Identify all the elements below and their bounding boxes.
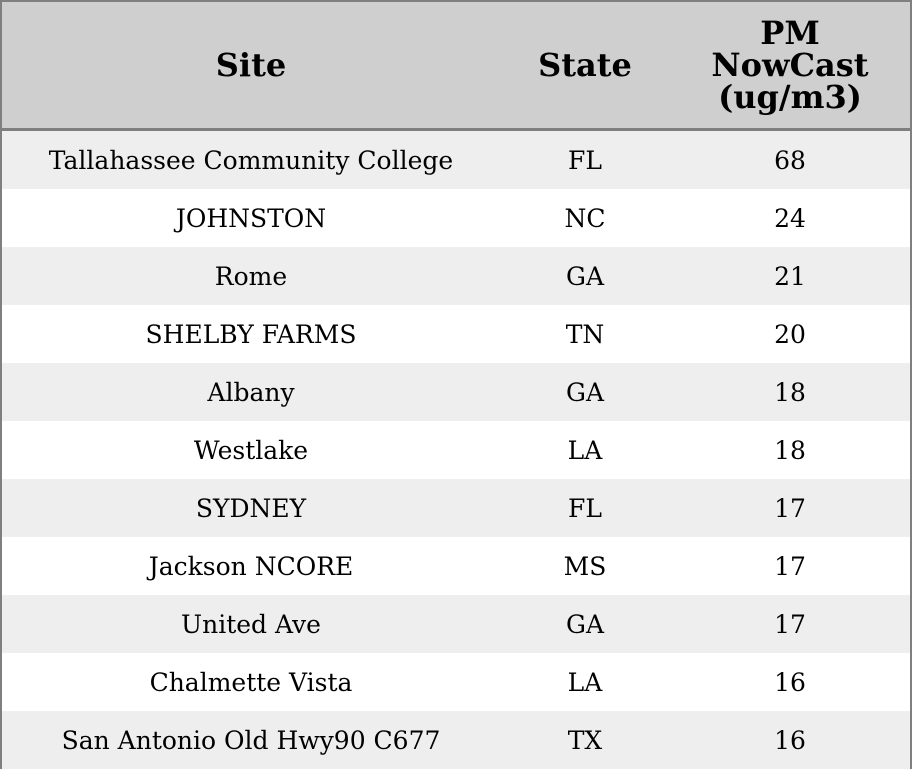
cell-site: Tallahassee Community College xyxy=(2,130,500,190)
cell-pm-value: 17 xyxy=(670,595,910,653)
table-row xyxy=(2,247,910,305)
table-row xyxy=(2,421,910,479)
cell-state: FL xyxy=(500,479,670,537)
cell-pm-value: 20 xyxy=(670,305,910,363)
cell-site: Westlake xyxy=(2,421,500,479)
header-row xyxy=(2,2,910,130)
cell-state: NC xyxy=(500,189,670,247)
cell-pm-value: 18 xyxy=(670,421,910,479)
cell-state: LA xyxy=(500,653,670,711)
cell-pm-value: 17 xyxy=(670,537,910,595)
table-row xyxy=(2,305,910,363)
cell-pm-value: 16 xyxy=(670,653,910,711)
header-pm-line-3: (ug/m3) xyxy=(718,78,862,116)
cell-pm-value: 68 xyxy=(670,130,910,190)
header-state xyxy=(500,2,670,130)
cell-state: LA xyxy=(500,421,670,479)
pm-nowcast-table xyxy=(2,2,910,769)
cell-site: United Ave xyxy=(2,595,500,653)
table-row xyxy=(2,711,910,769)
header-pm-line-1: PM xyxy=(760,14,820,52)
cell-state: MS xyxy=(500,537,670,595)
cell-site: Chalmette Vista xyxy=(2,653,500,711)
cell-site: SHELBY FARMS xyxy=(2,305,500,363)
cell-site: San Antonio Old Hwy90 C677 xyxy=(2,711,500,769)
cell-site: SYDNEY xyxy=(2,479,500,537)
cell-site: Rome xyxy=(2,247,500,305)
header-pm-line-2: NowCast xyxy=(711,46,869,84)
header-site-label: Site xyxy=(215,46,287,84)
table-row xyxy=(2,653,910,711)
cell-pm-value: 18 xyxy=(670,363,910,421)
cell-pm-value: 17 xyxy=(670,479,910,537)
cell-state: TX xyxy=(500,711,670,769)
table-row xyxy=(2,130,910,190)
cell-pm-value: 21 xyxy=(670,247,910,305)
cell-site: JOHNSTON xyxy=(2,189,500,247)
header-state-label: State xyxy=(538,46,632,84)
cell-state: GA xyxy=(500,247,670,305)
header-site xyxy=(2,2,500,130)
table-row xyxy=(2,537,910,595)
cell-state: GA xyxy=(500,363,670,421)
cell-state: GA xyxy=(500,595,670,653)
cell-site: Albany xyxy=(2,363,500,421)
cell-pm-value: 16 xyxy=(670,711,910,769)
table-row xyxy=(2,189,910,247)
table-row xyxy=(2,595,910,653)
table-header xyxy=(2,2,910,130)
cell-site: Jackson NCORE xyxy=(2,537,500,595)
table-body xyxy=(2,130,910,769)
cell-state: TN xyxy=(500,305,670,363)
table-row xyxy=(2,363,910,421)
cell-pm-value: 24 xyxy=(670,189,910,247)
table-row xyxy=(2,479,910,537)
header-pm-nowcast xyxy=(670,2,910,130)
cell-state: FL xyxy=(500,130,670,190)
